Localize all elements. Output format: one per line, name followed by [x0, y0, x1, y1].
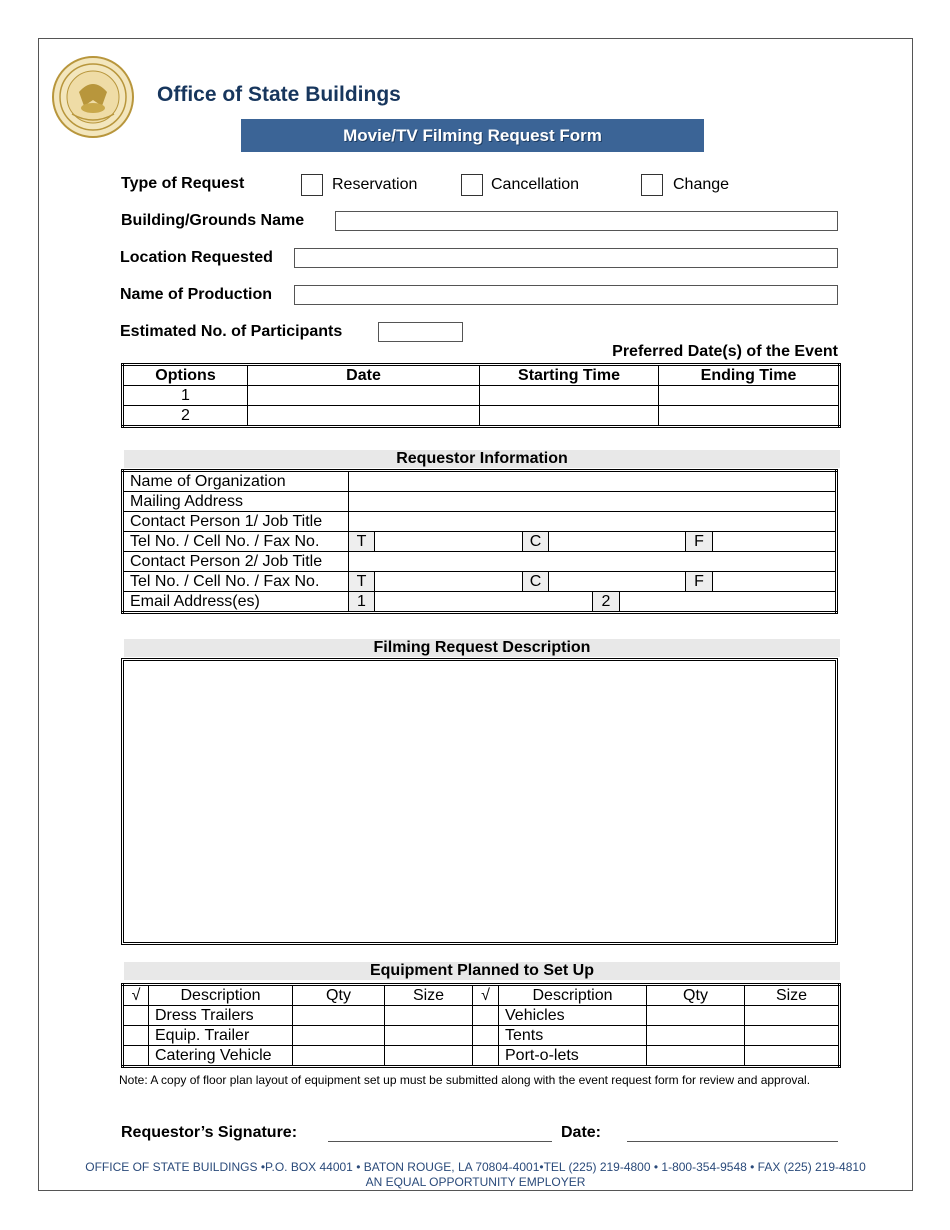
- check-column-header: √: [473, 985, 499, 1006]
- fax-tag: F: [686, 572, 713, 592]
- fax-field[interactable]: [713, 532, 837, 552]
- row-label: Mailing Address: [123, 492, 349, 512]
- table-row: [123, 492, 837, 512]
- option-number: 2: [123, 406, 248, 427]
- equipment-table: [121, 983, 841, 1068]
- qty-cell[interactable]: [647, 1026, 745, 1046]
- table-row: [123, 552, 837, 572]
- check-cell[interactable]: [123, 1026, 149, 1046]
- equipment-description: Dress Trailers: [149, 1006, 293, 1026]
- filming-description-field[interactable]: [121, 658, 838, 945]
- reservation-label: Reservation: [332, 176, 418, 193]
- email-1-field[interactable]: [375, 592, 593, 613]
- table-row: [123, 1026, 840, 1046]
- tel-tag: T: [349, 532, 375, 552]
- signature-line[interactable]: [328, 1141, 552, 1142]
- email-1-tag: 1: [349, 592, 375, 613]
- equipment-note: Note: A copy of floor plan layout of equipment set up must be submitted along with the event request form for review and approval.: [119, 1073, 811, 1087]
- size-cell[interactable]: [385, 1006, 473, 1026]
- row-label: Email Address(es): [123, 592, 349, 613]
- table-row: [123, 386, 840, 406]
- location-requested-field[interactable]: [294, 248, 838, 268]
- qty-cell[interactable]: [647, 1006, 745, 1026]
- table-row: [123, 1006, 840, 1026]
- description-column-header: Description: [499, 985, 647, 1006]
- participants-label: Estimated No. of Participants: [120, 323, 343, 340]
- col-header-date: Date: [248, 365, 480, 386]
- cell-tag: C: [523, 532, 549, 552]
- size-cell[interactable]: [745, 1026, 840, 1046]
- preferred-dates-table: [121, 363, 841, 428]
- check-cell[interactable]: [473, 1006, 499, 1026]
- row-label: Tel No. / Cell No. / Fax No.: [123, 532, 349, 552]
- size-column-header: Size: [385, 985, 473, 1006]
- row-label: Name of Organization: [123, 471, 349, 492]
- office-title: Office of State Buildings: [157, 83, 401, 106]
- start-time-cell[interactable]: [480, 386, 659, 406]
- option-number: 1: [123, 386, 248, 406]
- row-label: Contact Person 1/ Job Title: [123, 512, 349, 532]
- date-label: Date:: [561, 1124, 602, 1141]
- table-row: [123, 471, 837, 492]
- col-header-ending-time: Ending Time: [659, 365, 840, 386]
- check-cell[interactable]: [473, 1026, 499, 1046]
- qty-cell[interactable]: [647, 1046, 745, 1067]
- mailing-address-field[interactable]: [349, 492, 837, 512]
- date-line[interactable]: [627, 1141, 838, 1142]
- equipment-heading: Equipment Planned to Set Up: [124, 962, 840, 980]
- cell-field[interactable]: [549, 532, 686, 552]
- signature-label: Requestor’s Signature:: [121, 1124, 298, 1141]
- table-row: [123, 592, 837, 613]
- tel-tag: T: [349, 572, 375, 592]
- equipment-description: Vehicles: [499, 1006, 647, 1026]
- end-time-cell[interactable]: [659, 386, 840, 406]
- table-row: [123, 572, 837, 592]
- cell-field[interactable]: [549, 572, 686, 592]
- check-cell[interactable]: [123, 1046, 149, 1067]
- fax-field[interactable]: [713, 572, 837, 592]
- check-column-header: √: [123, 985, 149, 1006]
- building-name-label: Building/Grounds Name: [121, 212, 305, 229]
- filming-description-heading: Filming Request Description: [124, 639, 840, 657]
- fax-tag: F: [686, 532, 713, 552]
- end-time-cell[interactable]: [659, 406, 840, 427]
- contact-person-1-field[interactable]: [349, 512, 837, 532]
- date-cell[interactable]: [248, 386, 480, 406]
- size-cell[interactable]: [385, 1026, 473, 1046]
- location-requested-label: Location Requested: [120, 249, 273, 266]
- date-cell[interactable]: [248, 406, 480, 427]
- table-row: [123, 406, 840, 427]
- check-cell[interactable]: [123, 1006, 149, 1026]
- row-label: Tel No. / Cell No. / Fax No.: [123, 572, 349, 592]
- requestor-info-heading: Requestor Information: [124, 450, 840, 468]
- equipment-description: Equip. Trailer: [149, 1026, 293, 1046]
- cell-tag: C: [523, 572, 549, 592]
- size-cell[interactable]: [745, 1006, 840, 1026]
- type-of-request-label: Type of Request: [121, 175, 245, 192]
- organization-field[interactable]: [349, 471, 837, 492]
- check-cell[interactable]: [473, 1046, 499, 1067]
- size-cell[interactable]: [745, 1046, 840, 1067]
- reservation-checkbox[interactable]: [301, 174, 323, 196]
- table-row: [123, 512, 837, 532]
- tel-field[interactable]: [375, 532, 523, 552]
- description-column-header: Description: [149, 985, 293, 1006]
- production-name-label: Name of Production: [120, 286, 273, 303]
- size-cell[interactable]: [385, 1046, 473, 1067]
- table-row: [123, 1046, 840, 1067]
- qty-cell[interactable]: [293, 1006, 385, 1026]
- email-2-field[interactable]: [620, 592, 837, 613]
- qty-cell[interactable]: [293, 1026, 385, 1046]
- form-title-banner: Movie/TV Filming Request Form: [241, 119, 704, 152]
- table-row: [123, 532, 837, 552]
- state-seal-icon: [52, 56, 134, 138]
- contact-person-2-field[interactable]: [349, 552, 837, 572]
- change-checkbox[interactable]: [641, 174, 663, 196]
- footer-address: OFFICE OF STATE BUILDINGS •P.O. BOX 44001 • BATON ROUGE, LA 70804-4001•TEL (225) 219-4800 • 1-800-354-9548 • FAX (225) 219-4810: [85, 1160, 866, 1174]
- cancellation-label: Cancellation: [491, 176, 580, 193]
- qty-column-header: Qty: [647, 985, 745, 1006]
- col-header-starting-time: Starting Time: [480, 365, 659, 386]
- requestor-info-table: [121, 469, 838, 614]
- row-label: Contact Person 2/ Job Title: [123, 552, 349, 572]
- equipment-description: Port-o-lets: [499, 1046, 647, 1067]
- equipment-description: Tents: [499, 1026, 647, 1046]
- footer-eoe: AN EQUAL OPPORTUNITY EMPLOYER: [365, 1175, 586, 1189]
- change-label: Change: [673, 176, 730, 193]
- qty-column-header: Qty: [293, 985, 385, 1006]
- tel-field[interactable]: [375, 572, 523, 592]
- building-name-field[interactable]: [335, 211, 838, 231]
- equipment-description: Catering Vehicle: [149, 1046, 293, 1067]
- cancellation-checkbox[interactable]: [461, 174, 483, 196]
- qty-cell[interactable]: [293, 1046, 385, 1067]
- preferred-dates-label: Preferred Date(s) of the Event: [612, 343, 838, 360]
- email-2-tag: 2: [593, 592, 620, 613]
- size-column-header: Size: [745, 985, 840, 1006]
- production-name-field[interactable]: [294, 285, 838, 305]
- participants-field[interactable]: [378, 322, 463, 342]
- col-header-options: Options: [123, 365, 248, 386]
- start-time-cell[interactable]: [480, 406, 659, 427]
